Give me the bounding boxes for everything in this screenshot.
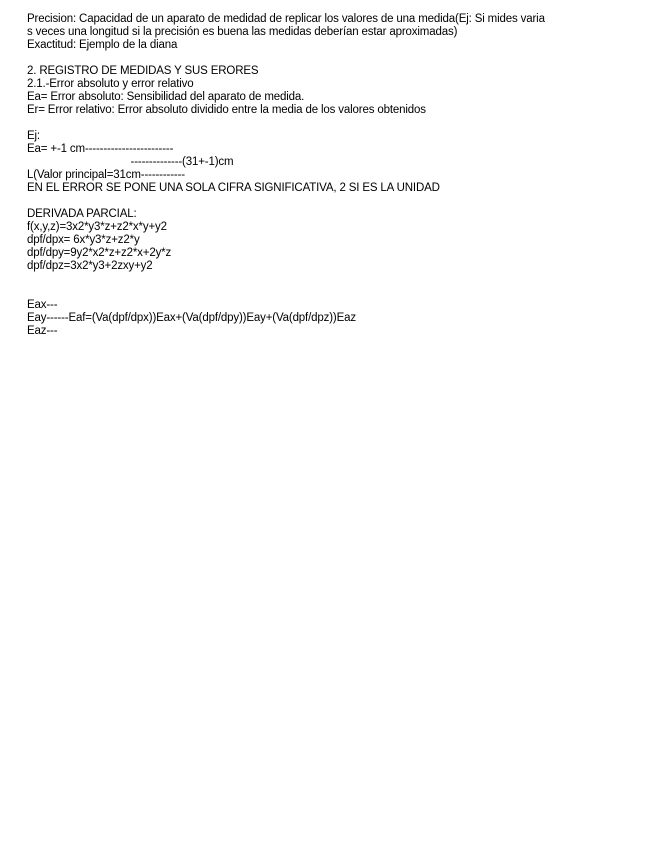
error-propagation-eaz: Eaz---: [27, 325, 58, 337]
example-line-valor-principal: L(Valor principal=31cm------------: [27, 169, 185, 181]
example-line-ea: Ea= +-1 cm------------------------: [27, 143, 174, 155]
blank-line: [27, 117, 639, 130]
significant-figure-rule: EN EL ERROR SE PONE UNA SOLA CIFRA SIGNIFICATIVA, 2 SI ES LA UNIDAD: [27, 182, 440, 194]
example-line-result: --------------(31+-1)cm: [27, 156, 234, 168]
blank-line: [27, 52, 639, 65]
exactitud-definition: Exactitud: Ejemplo de la diana: [27, 39, 178, 51]
section-heading-registro: 2. REGISTRO DE MEDIDAS Y SUS ERORES: [27, 65, 259, 77]
section-heading-derivada: DERIVADA PARCIAL:: [27, 208, 137, 220]
partial-derivative-x: dpf/dpx= 6x*y3*z+z2*y: [27, 234, 140, 246]
blank-line: [27, 195, 639, 208]
partial-derivative-y: dpf/dpy=9y2*x2*z+z2*x+2y*z: [27, 247, 172, 259]
precision-definition-line-2: s veces una longitud si la precisión es buena las medidas deberían estar aproximadas): [27, 26, 458, 38]
error-relativo-definition: Er= Error relativo: Error absoluto dividido entre la media de los valores obtenidos: [27, 104, 426, 116]
document-body: [27, 13, 639, 338]
precision-definition-line-1: Precision: Capacidad de un aparato de medidad de replicar los valores de una medida(Ej: Si mides varia: [27, 13, 545, 25]
error-propagation-formula: Eay------Eaf=(Va(dpf/dpx))Eax+(Va(dpf/dpy))Eay+(Va(dpf/dpz))Eaz: [27, 312, 356, 324]
subsection-heading-errores: 2.1.-Error absoluto y error relativo: [27, 78, 194, 90]
function-definition: f(x,y,z)=3x2*y3*z+z2*x*y+y2: [27, 221, 167, 233]
error-propagation-eax: Eax---: [27, 299, 58, 311]
blank-lines: [27, 273, 639, 299]
error-absoluto-definition: Ea= Error absoluto: Sensibilidad del aparato de medida.: [27, 91, 305, 103]
example-label: Ej:: [27, 130, 40, 142]
partial-derivative-z: dpf/dpz=3x2*y3+2zxy+y2: [27, 260, 153, 272]
